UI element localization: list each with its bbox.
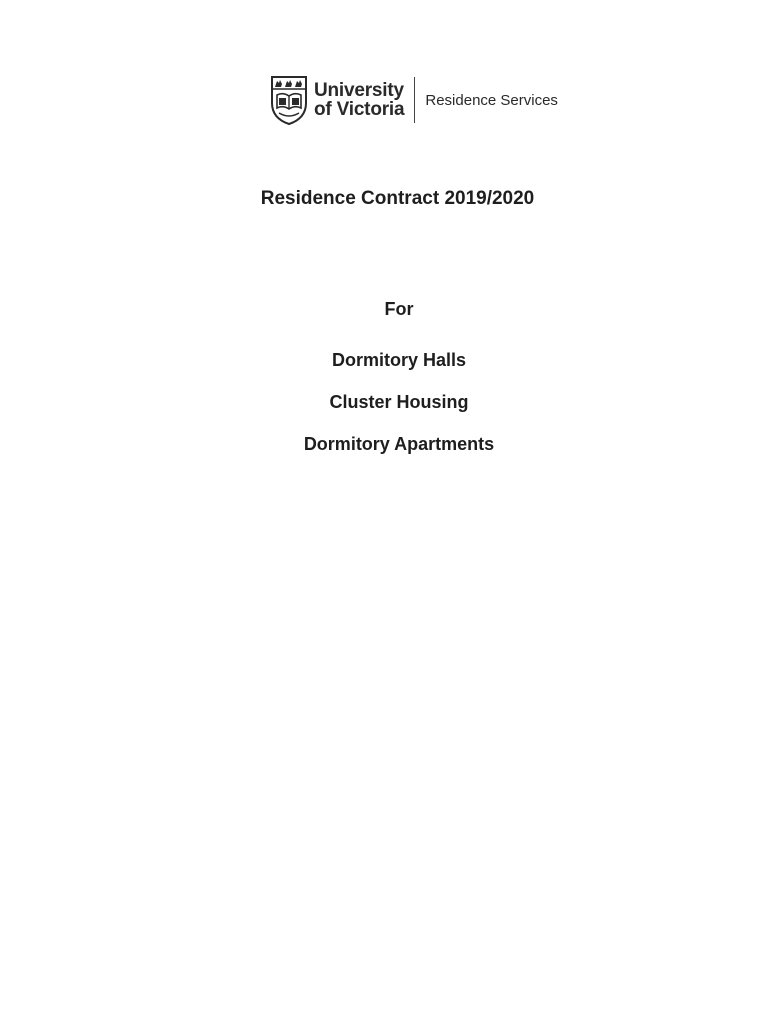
department-name: Residence Services [425,91,558,109]
document-title: Residence Contract 2019/2020 [260,188,535,209]
university-crest-icon [270,75,308,125]
for-label: For [384,299,414,319]
housing-type-cluster-housing: Cluster Housing [329,392,469,412]
housing-type-dormitory-halls: Dormitory Halls [331,350,467,370]
logo-wordmark [314,81,404,119]
housing-type-dormitory-apartments: Dormitory Apartments [303,434,495,454]
logo-wordmark-line2: of Victoria [314,99,405,120]
logo-divider [414,77,415,123]
logo-wordmark-line1: University [314,80,404,101]
university-logo [270,74,558,126]
